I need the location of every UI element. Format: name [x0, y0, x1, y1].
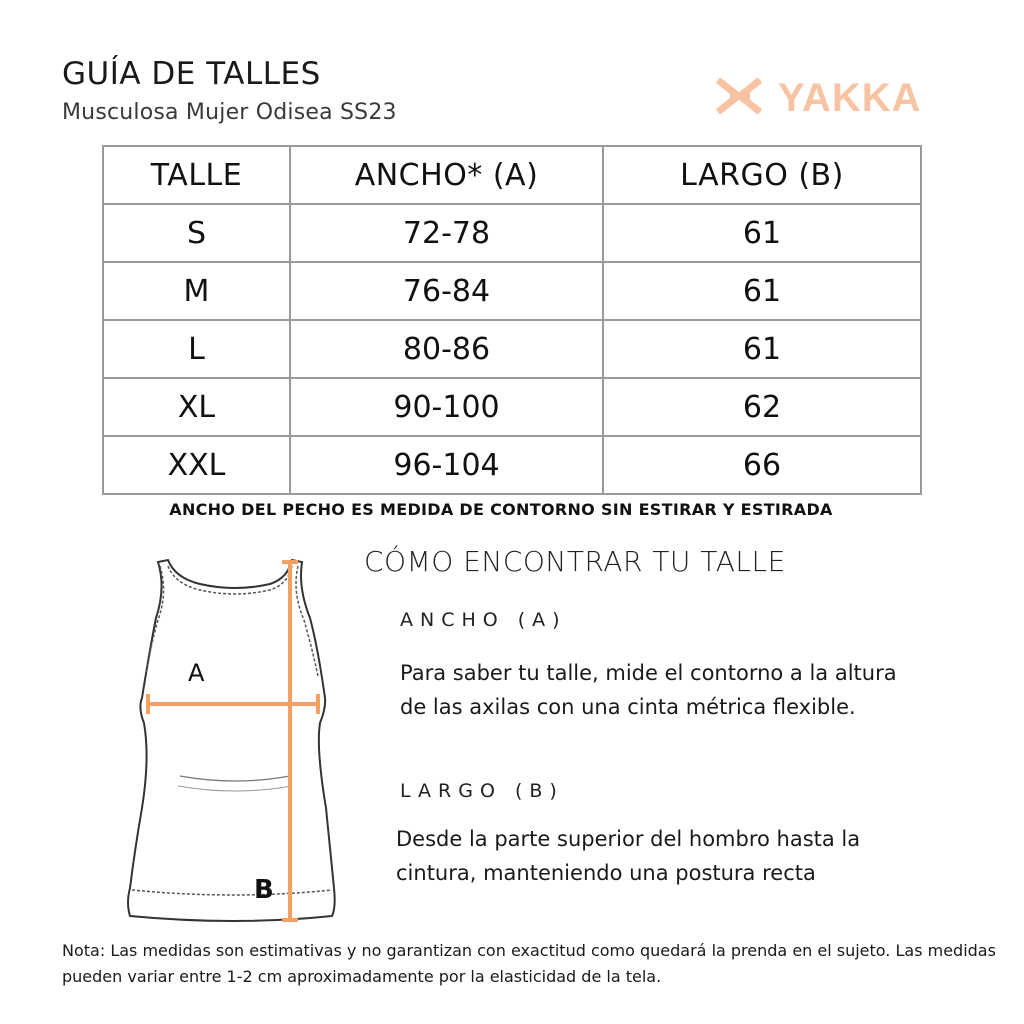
cell-size: M	[103, 262, 290, 320]
label-b: B	[254, 875, 274, 905]
table-row	[103, 378, 921, 436]
cell-length: 61	[603, 320, 921, 378]
page-title: GUÍA DE TALLES	[62, 56, 321, 92]
cell-length: 66	[603, 436, 921, 494]
length-heading: LARGO (B)	[400, 780, 564, 802]
cell-size: XXL	[103, 436, 290, 494]
cell-size: XL	[103, 378, 290, 436]
cell-width: 72-78	[290, 204, 603, 262]
cell-length: 61	[603, 204, 921, 262]
guide-title: CÓMO ENCONTRAR TU TALLE	[364, 545, 786, 578]
header-width: ANCHO* (A)	[290, 146, 603, 204]
cell-width: 96-104	[290, 436, 603, 494]
cell-size: L	[103, 320, 290, 378]
cell-size: S	[103, 204, 290, 262]
table-header-row	[103, 146, 921, 204]
length-instructions: Desde la parte superior del hombro hasta la cintura, manteniendo una postura recta	[396, 827, 861, 885]
cell-width: 80-86	[290, 320, 603, 378]
cell-width: 90-100	[290, 378, 603, 436]
cell-length: 62	[603, 378, 921, 436]
tank-top-diagram	[120, 548, 350, 928]
width-heading: ANCHO (A)	[400, 609, 567, 631]
table-row	[103, 204, 921, 262]
width-instructions: Para saber tu talle, mide el contorno a la altura de las axilas con una cinta métrica flexible.	[400, 661, 897, 719]
table-row	[103, 262, 921, 320]
disclaimer-note: Nota: Las medidas son estimativas y no garantizan con exactitud como quedará la prenda en el sujeto. Las medidas pueden variar entre 1-2 cm aproximadamente por la elasticidad de la tela.	[62, 941, 996, 986]
tank-top-outline	[128, 560, 335, 921]
header-length: LARGO (B)	[603, 146, 921, 204]
header-size: TALLE	[103, 146, 290, 204]
table-row	[103, 320, 921, 378]
brand-logo	[716, 76, 966, 116]
cell-width: 76-84	[290, 262, 603, 320]
table-footnote: ANCHO DEL PECHO ES MEDIDA DE CONTORNO SIN ESTIRAR Y ESTIRADA	[169, 500, 833, 519]
label-a: A	[188, 659, 205, 687]
brand-wordmark: YAKKA	[778, 76, 922, 116]
table-row	[103, 436, 921, 494]
size-table	[102, 145, 922, 495]
cell-length: 61	[603, 262, 921, 320]
product-subtitle: Musculosa Mujer Odisea SS23	[62, 100, 397, 125]
